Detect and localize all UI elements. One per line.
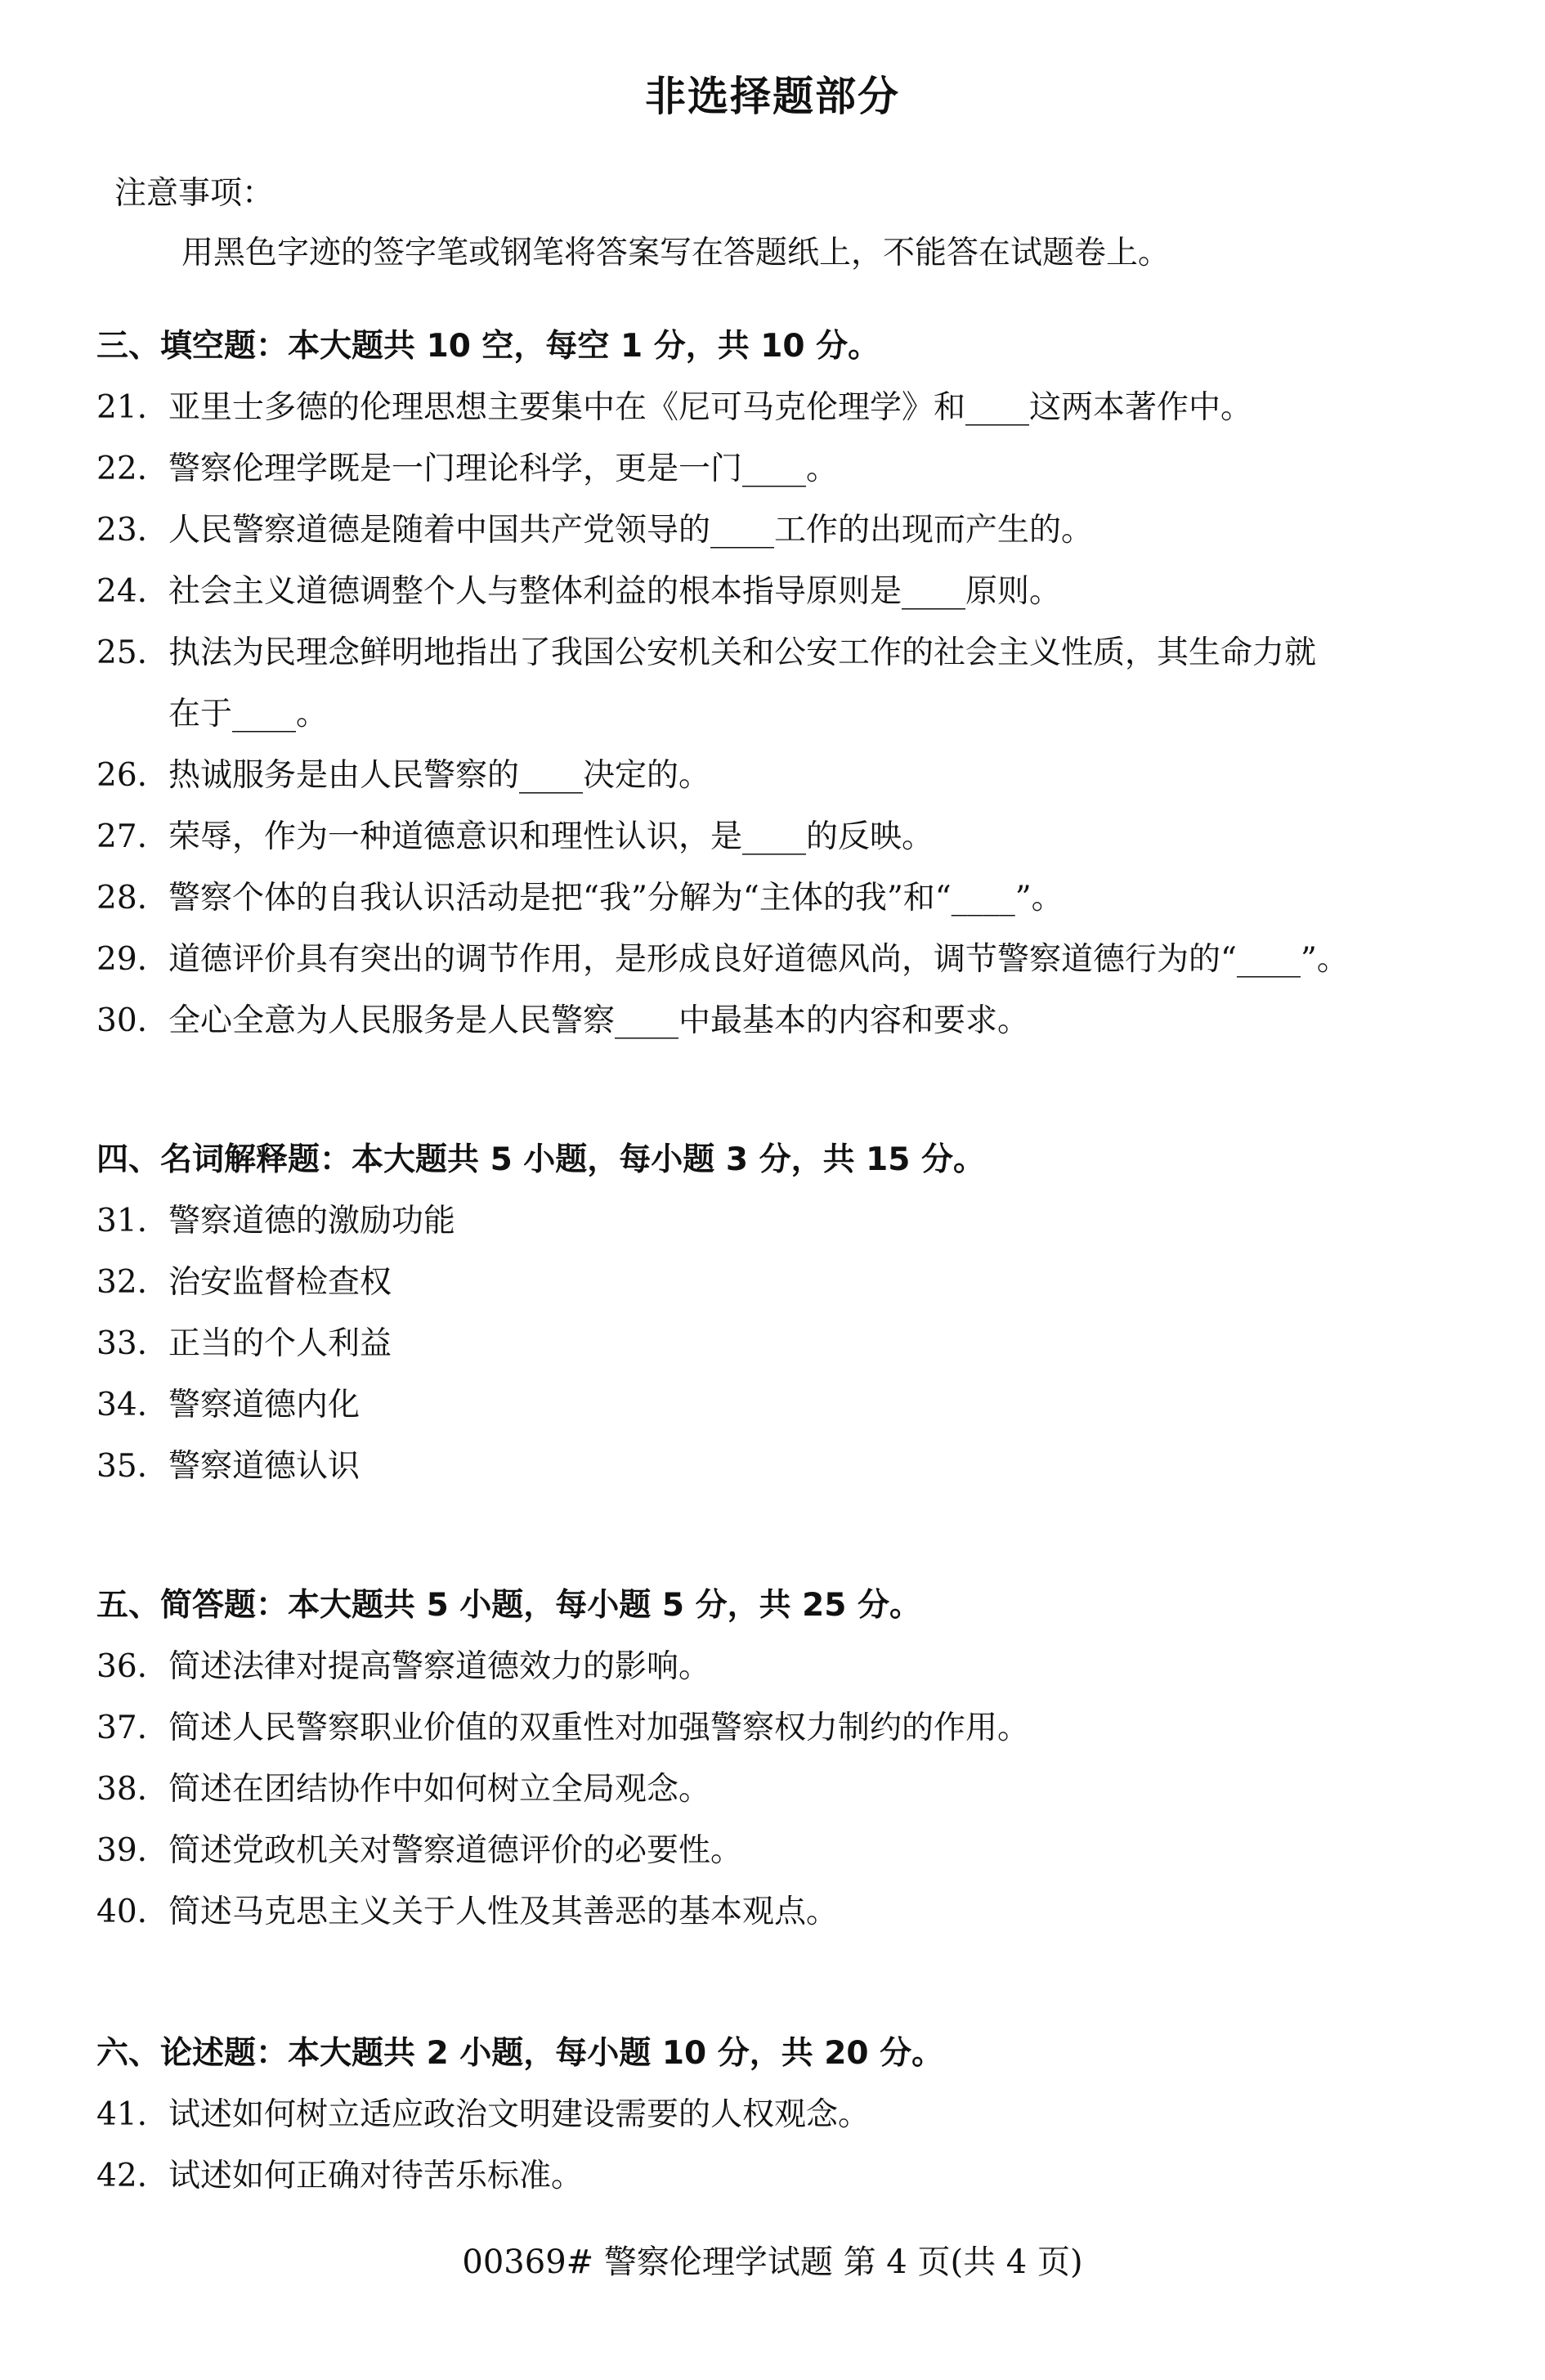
question-33 [96, 1318, 392, 1364]
question-text: 警察个体的自我认识活动是把“我”分解为“主体的我”和“____”。 [168, 880, 1064, 917]
question-number: 34. [96, 1387, 148, 1423]
question-text: 执法为民理念鲜明地指出了我国公安机关和公安工作的社会主义性质，其生命力就 [168, 634, 1317, 671]
question-24 [96, 566, 1061, 612]
question-42 [96, 2150, 583, 2196]
question-text: 人民警察道德是随着中国共产党领导的____工作的出现而产生的。 [168, 512, 1094, 549]
question-number: 32. [96, 1264, 148, 1301]
page-title: 非选择题部分 [645, 73, 900, 120]
question-31 [96, 1195, 455, 1241]
question-41 [96, 2089, 870, 2135]
question-number: 35. [96, 1448, 148, 1485]
question-text: 简述法律对提高警察道德效力的影响。 [168, 1648, 711, 1685]
question-number: 25. [96, 634, 148, 671]
section-3-header: 三、填空题：本大题共 10 空，每空 1 分，共 10 分。 [96, 328, 880, 365]
question-23 [96, 504, 1093, 550]
question-22 [96, 443, 838, 489]
page-footer: 00369# 警察伦理学试题 第 4 页(共 4 页) [462, 2243, 1083, 2281]
question-26 [96, 750, 710, 796]
question-number: 24. [96, 573, 148, 610]
question-number: 42. [96, 2158, 148, 2194]
question-text: 试述如何树立适应政治文明建设需要的人权观念。 [168, 2096, 871, 2133]
question-number: 28. [96, 880, 148, 917]
question-text: 警察伦理学既是一门理论科学，更是一门____。 [168, 450, 839, 487]
question-text: 正当的个人利益 [168, 1325, 392, 1362]
question-38 [96, 1764, 710, 1809]
question-30 [96, 995, 1029, 1041]
question-number: 40. [96, 1894, 148, 1930]
question-text: 治安监督检查权 [168, 1264, 392, 1301]
question-36 [96, 1641, 710, 1687]
question-number: 36. [96, 1648, 148, 1685]
question-29 [96, 934, 1349, 979]
notice-label: 注意事项： [114, 175, 275, 212]
question-text: 警察道德内化 [168, 1387, 360, 1423]
section-4-header: 四、名词解释题：本大题共 5 小题，每小题 3 分，共 15 分。 [96, 1141, 986, 1178]
question-text: 试述如何正确对待苦乐标准。 [168, 2158, 584, 2194]
question-text: 热诚服务是由人民警察的____决定的。 [168, 757, 711, 794]
question-number: 30. [96, 1002, 148, 1039]
notice-text: 用黑色字迹的签字笔或钢笔将答案写在答题纸上，不能答在试题卷上。 [181, 235, 1171, 271]
question-37 [96, 1702, 1029, 1748]
question-text: 简述在团结协作中如何树立全局观念。 [168, 1771, 711, 1808]
question-number: 39. [96, 1832, 148, 1869]
section-6-header: 六、论述题：本大题共 2 小题，每小题 10 分，共 20 分。 [96, 2035, 944, 2072]
question-number: 29. [96, 941, 148, 978]
question-text: 警察道德认识 [168, 1448, 360, 1485]
question-34 [96, 1379, 360, 1425]
question-35 [96, 1441, 360, 1486]
question-text: 荣辱，作为一种道德意识和理性认识，是____的反映。 [168, 818, 934, 855]
question-21 [96, 382, 1252, 428]
question-25-continuation: 在于____。 [168, 696, 329, 733]
question-text: 警察道德的激励功能 [168, 1203, 456, 1239]
question-number: 41. [96, 2096, 148, 2133]
question-number: 33. [96, 1325, 148, 1362]
question-number: 26. [96, 757, 148, 794]
question-number: 23. [96, 512, 148, 549]
question-number: 22. [96, 450, 148, 487]
section-5-header: 五、简答题：本大题共 5 小题，每小题 5 分，共 25 分。 [96, 1587, 922, 1624]
question-32 [96, 1257, 392, 1302]
question-27 [96, 811, 934, 857]
question-text: 全心全意为人民服务是人民警察____中最基本的内容和要求。 [168, 1002, 1030, 1039]
question-number: 37. [96, 1710, 148, 1746]
question-25 [96, 627, 1316, 673]
question-number: 31. [96, 1203, 148, 1239]
question-text: 亚里士多德的伦理思想主要集中在《尼可马克伦理学》和____这两本著作中。 [168, 389, 1253, 426]
question-text: 简述马克思主义关于人性及其善恶的基本观点。 [168, 1894, 839, 1930]
question-text: 社会主义道德调整个人与整体利益的根本指导原则是____原则。 [168, 573, 1062, 610]
question-28 [96, 872, 1064, 918]
question-text: 道德评价具有突出的调节作用，是形成良好道德风尚，调节警察道德行为的“____”。 [168, 941, 1349, 978]
question-number: 21. [96, 389, 148, 426]
question-40 [96, 1886, 838, 1932]
question-39 [96, 1825, 742, 1871]
question-number: 38. [96, 1771, 148, 1808]
question-number: 27. [96, 818, 148, 855]
question-text: 简述党政机关对警察道德评价的必要性。 [168, 1832, 743, 1869]
question-text: 简述人民警察职业价值的双重性对加强警察权力制约的作用。 [168, 1710, 1030, 1746]
